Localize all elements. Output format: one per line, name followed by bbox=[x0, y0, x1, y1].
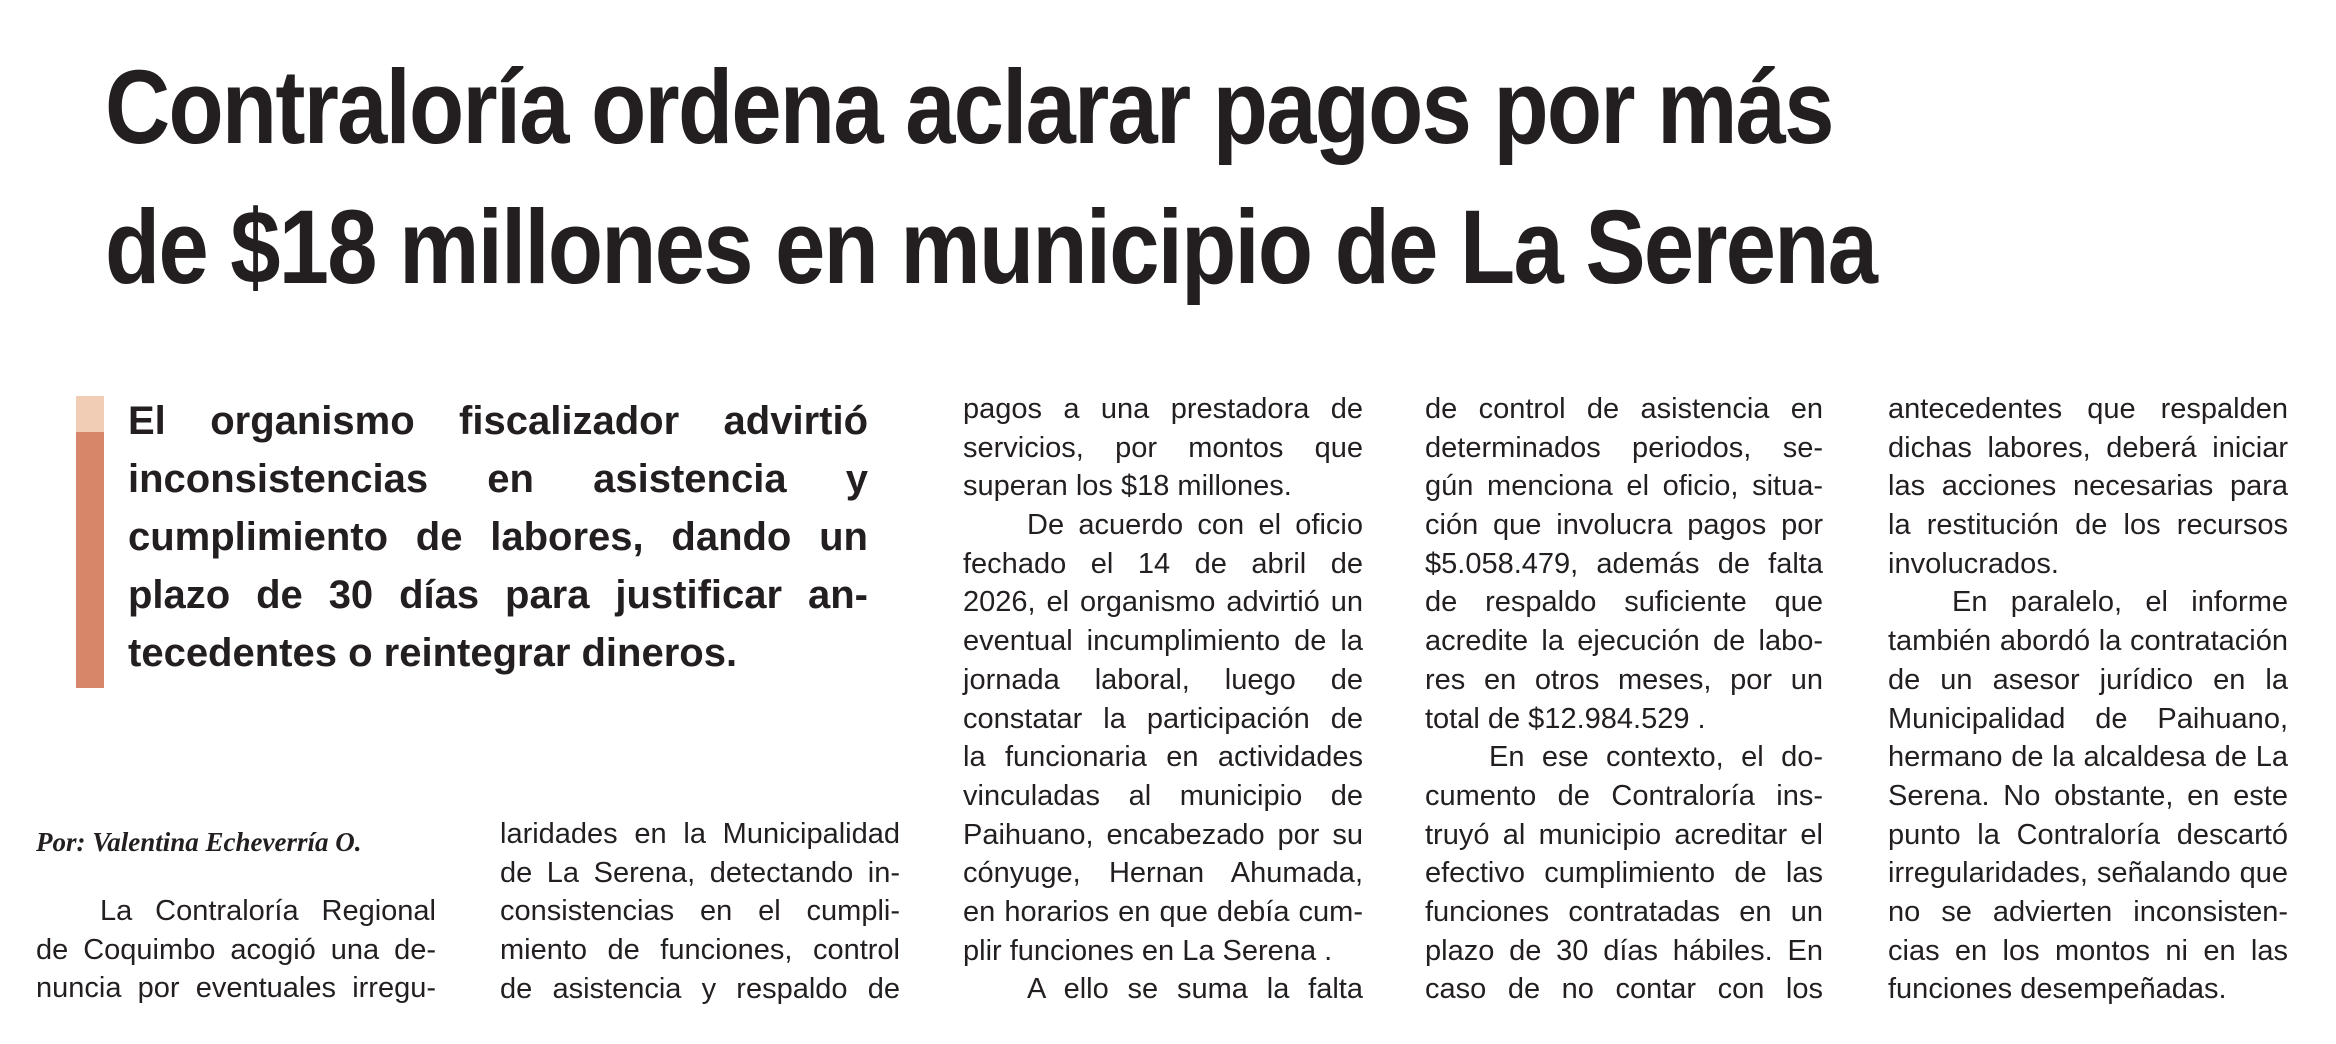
body-line: Paihuano, encabezado por su bbox=[963, 818, 1363, 851]
headline-line: Contraloría ordena aclarar pagos por más bbox=[105, 49, 1833, 166]
byline: Por: Valentina Echeverría O. bbox=[36, 827, 362, 857]
body-line: plazo de 30 días hábiles. En bbox=[1425, 934, 1823, 967]
body-line: plir funciones en La Serena . bbox=[963, 934, 1333, 967]
lead-line: El organismo fiscalizador advirtió bbox=[128, 399, 868, 443]
body-column-4 bbox=[1425, 390, 1823, 1009]
body-line: A ello se suma la falta bbox=[1027, 973, 1363, 1006]
body-line: vinculadas al municipio de bbox=[963, 779, 1363, 812]
body-line: La Contraloría Regional bbox=[100, 895, 436, 927]
body-line: funciones contratadas en un bbox=[1425, 895, 1823, 928]
body-line: $5.058.479, además de falta bbox=[1425, 547, 1823, 580]
body-line: Serena. No obstante, en este bbox=[1888, 779, 2288, 812]
body-line: caso de no contar con los bbox=[1425, 973, 1823, 1006]
lead-accent-bar-top bbox=[76, 396, 104, 432]
body-line: nuncia por eventuales irregu- bbox=[36, 972, 436, 1005]
body-line: gún menciona el oficio, situa- bbox=[1425, 470, 1823, 503]
body-line: funciones desempeñadas. bbox=[1888, 973, 2227, 1006]
body-line: dichas labores, deberá iniciar bbox=[1888, 431, 2288, 464]
body-line: ción que involucra pagos por bbox=[1425, 509, 1823, 542]
body-line: cumento de Contraloría ins- bbox=[1425, 779, 1823, 812]
body-line: de control de asistencia en bbox=[1425, 393, 1823, 425]
body-line: pagos a una prestadora de bbox=[963, 393, 1363, 425]
headline-line: de $18 millones en municipio de La Serena bbox=[105, 189, 1877, 306]
body-line: consistencias en el cumpli- bbox=[500, 895, 900, 928]
body-line: constatar la participación de bbox=[963, 702, 1363, 735]
body-line: determinados periodos, se- bbox=[1425, 431, 1823, 464]
body-line: de un asesor jurídico en la bbox=[1888, 663, 2288, 696]
body-line: hermano de la alcaldesa de La bbox=[1888, 741, 2288, 774]
body-line: irregularidades, señalando que bbox=[1888, 857, 2288, 890]
body-line: En paralelo, el informe bbox=[1952, 586, 2288, 619]
body-column-5 bbox=[1888, 390, 2288, 1009]
body-column-3 bbox=[963, 390, 1363, 1009]
body-line: cias en los montos ni en las bbox=[1888, 934, 2288, 967]
lead-line: inconsistencias en asistencia y bbox=[128, 457, 868, 501]
body-line: laridades en la Municipalidad bbox=[500, 818, 900, 850]
body-line: también abordó la contratación bbox=[1888, 625, 2288, 658]
body-line: de Coquimbo acogió una de- bbox=[36, 933, 436, 966]
body-column-1 bbox=[36, 892, 436, 1008]
body-line: superan los $18 millones. bbox=[963, 470, 1292, 503]
body-line: eventual incumplimiento de la bbox=[963, 625, 1363, 658]
body-line: truyó al municipio acreditar el bbox=[1425, 818, 1823, 851]
body-line: la restitución de los recursos bbox=[1888, 509, 2288, 542]
body-line: miento de funciones, control bbox=[500, 934, 900, 967]
body-line: En ese contexto, el do- bbox=[1489, 741, 1823, 774]
body-line: no se advierten inconsisten- bbox=[1888, 895, 2288, 928]
headline bbox=[105, 38, 1997, 318]
body-line: De acuerdo con el oficio bbox=[1027, 509, 1363, 542]
body-line: total de $12.984.529 . bbox=[1425, 702, 1706, 735]
body-line: de asistencia y respaldo de bbox=[500, 972, 900, 1005]
body-line: punto la Contraloría descartó bbox=[1888, 818, 2288, 851]
lead-accent-bar bbox=[76, 432, 104, 688]
body-line: acredite la ejecución de labo- bbox=[1425, 625, 1823, 658]
lead-paragraph bbox=[128, 392, 868, 682]
body-line: efectivo cumplimiento de las bbox=[1425, 857, 1823, 890]
lead-line: plazo de 30 días para justificar an- bbox=[128, 573, 868, 617]
body-line: servicios, por montos que bbox=[963, 431, 1363, 464]
body-line: 2026, el organismo advirtió un bbox=[963, 586, 1363, 619]
body-column-2 bbox=[500, 815, 900, 1008]
body-line: jornada laboral, luego de bbox=[963, 663, 1363, 696]
body-line: involucrados. bbox=[1888, 547, 2059, 580]
body-line: de respaldo suficiente que bbox=[1425, 586, 1823, 619]
body-line: de La Serena, detectando in- bbox=[500, 856, 900, 889]
body-line: res en otros meses, por un bbox=[1425, 663, 1823, 696]
body-line: Municipalidad de Paihuano, bbox=[1888, 702, 2288, 735]
lead-line: cumplimiento de labores, dando un bbox=[128, 515, 868, 559]
lead-line: tecedentes o reintegrar dineros. bbox=[128, 631, 738, 675]
body-line: cónyuge, Hernan Ahumada, bbox=[963, 857, 1363, 890]
body-line: fechado el 14 de abril de bbox=[963, 547, 1363, 580]
body-line: las acciones necesarias para bbox=[1888, 470, 2288, 503]
body-line: la funcionaria en actividades bbox=[963, 741, 1363, 774]
body-line: antecedentes que respalden bbox=[1888, 393, 2288, 425]
body-line: en horarios en que debía cum- bbox=[963, 895, 1363, 928]
